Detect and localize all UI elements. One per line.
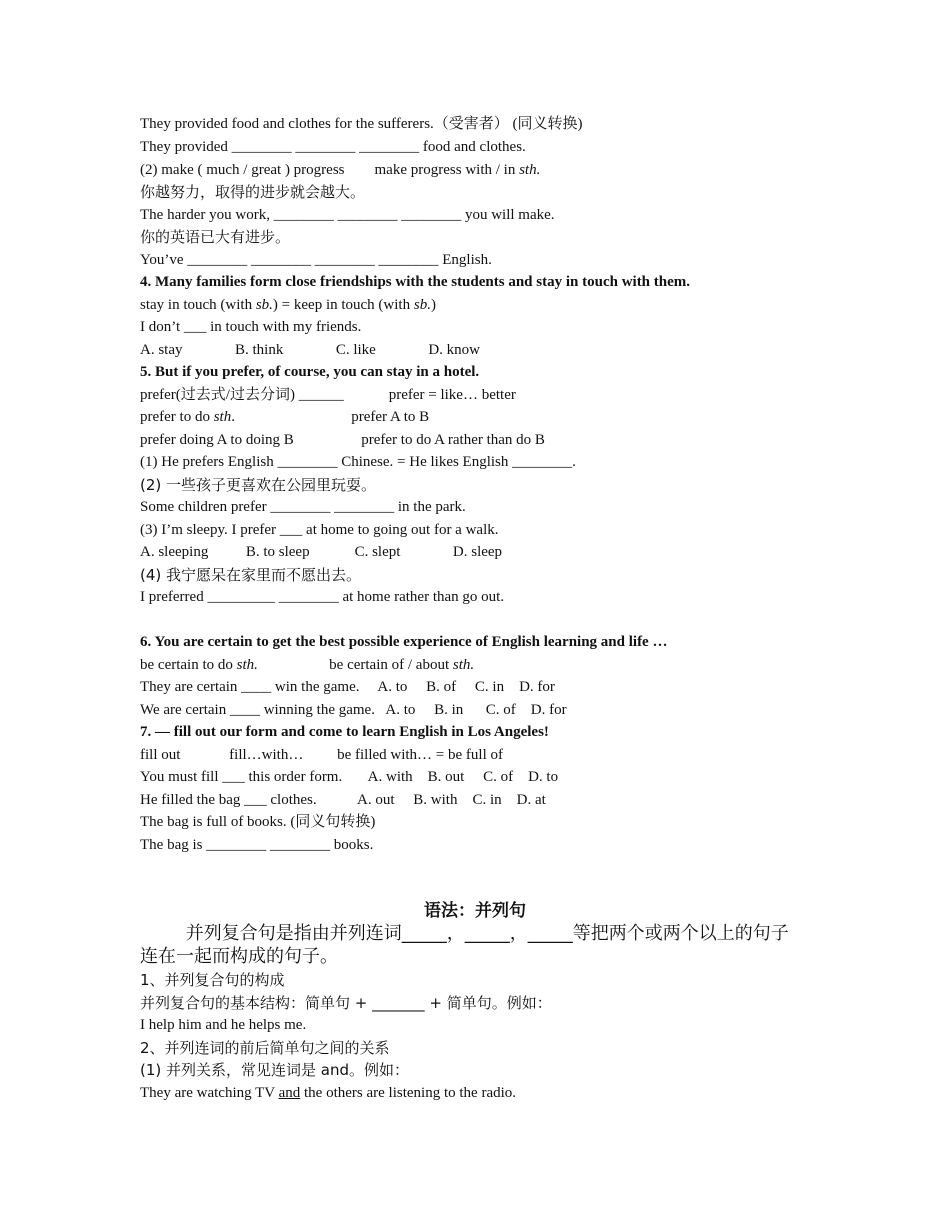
text-line: Some children prefer ________ ________ in the park. [140, 499, 466, 515]
text-line [140, 655, 474, 675]
text-line: The bag is full of books. (同义句转换) [140, 814, 376, 830]
text-span: be certain to do [140, 657, 237, 673]
text-line [140, 295, 436, 315]
chinese-line: 并列复合句的基本结构：简单句 + _______ + 简单句。例如： [140, 994, 552, 1012]
text-line: (1) He prefers English ________ Chinese. = He likes English ________. [140, 454, 576, 470]
heading-line: 4. Many families form close friendships with the students and stay in touch with them. [140, 274, 691, 290]
chinese-line: (2) 一些孩子更喜欢在公园里玩耍。 [140, 476, 377, 494]
text-line: You’ve ________ ________ ________ ________ English. [140, 252, 492, 268]
italic-span: sth [213, 409, 232, 425]
text-line: They provided food and clothes for the sufferers.（受害者） (同义转换) [140, 116, 583, 132]
italic-span: sth. [236, 657, 258, 673]
chinese-line: (4) 我宁愿呆在家里而不愿出去。 [140, 566, 362, 584]
text-span: stay in touch (with [140, 297, 256, 313]
grammar-title: 语法：并列句 [424, 901, 526, 921]
heading-line: 7. — fill out our form and come to learn English in Los Angeles! [140, 724, 549, 740]
text-line [140, 160, 540, 180]
text-line: fill out fill…with… be filled with… = be full of [140, 747, 504, 763]
italic-span: sb. [255, 297, 273, 313]
text-span: ) [430, 297, 436, 313]
text-span: They are watching TV [140, 1085, 279, 1101]
text-span: be certain of / about [257, 657, 453, 673]
grammar-intro-line: 并列复合句是指由并列连词_____，_____，_____等把两个或两个以上的句子 [140, 923, 789, 944]
text-line: The bag is ________ ________ books. [140, 837, 374, 853]
text-span: prefer to do [140, 409, 214, 425]
text-line [140, 1083, 516, 1103]
text-span: . prefer A to B [231, 409, 430, 425]
text-line: We are certain ____ winning the game. A. to B. in C. of D. for [140, 702, 567, 718]
heading-line: 5. But if you prefer, of course, you can stay in a hotel. [140, 364, 480, 380]
grammar-intro-line: 连在一起而构成的句子。 [140, 946, 338, 967]
chinese-line: 1、并列复合句的构成 [140, 971, 285, 989]
text-line: prefer doing A to doing B prefer to do A rather than do B [140, 432, 545, 448]
text-span: the others are listening to the radio. [300, 1085, 517, 1101]
chinese-line: 你越努力，取得的进步就会越大。 [140, 183, 366, 201]
text-line: I don’t ___ in touch with my friends. [140, 319, 362, 335]
text-line: I preferred _________ ________ at home rather than go out. [140, 589, 505, 605]
text-span: (2) make ( much / great ) progress make progress with / in [140, 162, 520, 178]
text-line: I help him and he helps me. [140, 1017, 307, 1033]
underlined-span: and [278, 1085, 301, 1101]
text-line: prefer(过去式/过去分词) ______ prefer = like… better [140, 387, 516, 403]
chinese-line: 2、并列连词的前后简单句之间的关系 [140, 1039, 390, 1057]
text-span: ) = keep in touch (with [272, 297, 414, 313]
italic-span: sth. [452, 657, 475, 673]
heading-line: 6. You are certain to get the best possible experience of English learning and life … [140, 634, 668, 650]
text-line: The harder you work, ________ ________ ________ you will make. [140, 207, 555, 223]
chinese-line: (1) 并列关系，常见连词是 and。例如： [140, 1061, 410, 1079]
italic-span: sth. [519, 162, 541, 178]
options-line: A. stay B. think C. like D. know [140, 342, 480, 358]
italic-span: sb. [413, 297, 431, 313]
text-line: (3) I’m sleepy. I prefer ___ at home to going out for a walk. [140, 522, 499, 538]
text-line: They are certain ____ win the game. A. to B. of C. in D. for [140, 679, 555, 695]
text-line [140, 407, 429, 427]
chinese-line: 你的英语已大有进步。 [140, 228, 291, 246]
text-line: They provided ________ ________ ________ food and clothes. [140, 139, 526, 155]
text-line: He filled the bag ___ clothes. A. out B. with C. in D. at [140, 792, 546, 808]
options-line: A. sleeping B. to sleep C. slept D. sleep [140, 544, 503, 560]
text-line: You must fill ___ this order form. A. with B. out C. of D. to [140, 769, 559, 785]
